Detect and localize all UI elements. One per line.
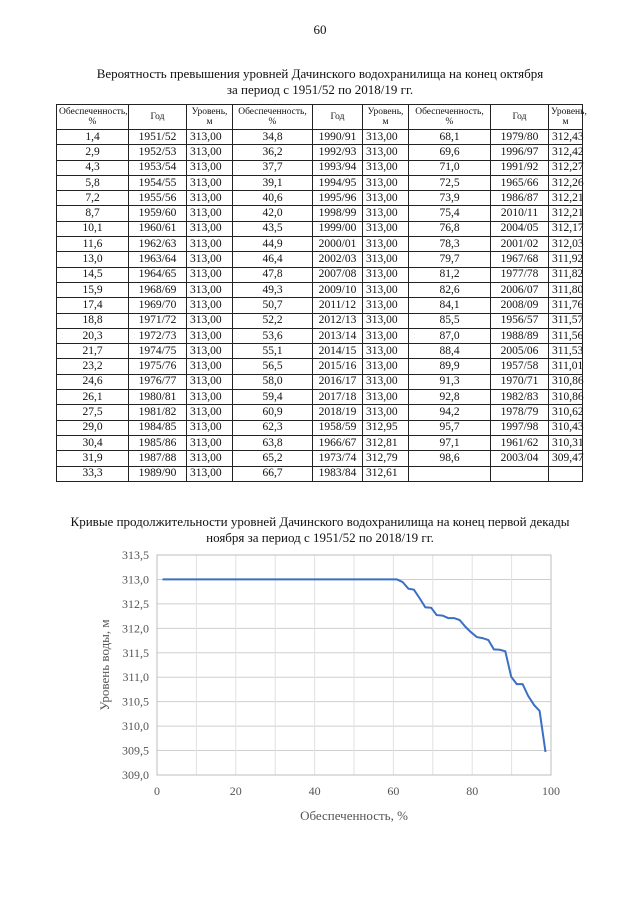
table-cell: 71,0 bbox=[409, 160, 491, 175]
table-row bbox=[57, 359, 583, 374]
table-cell: 313,00 bbox=[187, 466, 233, 481]
table-cell: 313,00 bbox=[363, 405, 409, 420]
table-cell: 312,26 bbox=[549, 175, 583, 190]
table-cell bbox=[409, 466, 491, 481]
table-cell: 313,00 bbox=[363, 221, 409, 236]
table-cell: 310,86 bbox=[549, 390, 583, 405]
table-cell: 1996/97 bbox=[491, 145, 549, 160]
table-cell: 55,1 bbox=[233, 344, 313, 359]
table-cell: 313,00 bbox=[187, 328, 233, 343]
header-cell: Обеспеченность, % bbox=[57, 105, 129, 130]
table-cell: 2017/18 bbox=[313, 390, 363, 405]
x-tick-label: 40 bbox=[308, 784, 321, 798]
table-cell: 312,27 bbox=[549, 160, 583, 175]
table-row bbox=[57, 328, 583, 343]
table-cell: 18,8 bbox=[57, 313, 129, 328]
table-cell: 1986/87 bbox=[491, 191, 549, 206]
table-cell: 313,00 bbox=[187, 313, 233, 328]
table-row bbox=[57, 145, 583, 160]
table-cell: 311,82 bbox=[549, 267, 583, 282]
table-cell: 56,5 bbox=[233, 359, 313, 374]
table-row bbox=[57, 313, 583, 328]
y-tick-label: 309,5 bbox=[122, 743, 149, 758]
table-cell: 1976/77 bbox=[129, 374, 187, 389]
table-row bbox=[57, 451, 583, 466]
table-cell: 88,4 bbox=[409, 344, 491, 359]
table-cell: 311,76 bbox=[549, 298, 583, 313]
table-cell: 311,53 bbox=[549, 344, 583, 359]
table-cell: 1981/82 bbox=[129, 405, 187, 420]
header-cell: Обеспеченность, % bbox=[233, 105, 313, 130]
table-cell: 2002/03 bbox=[313, 252, 363, 267]
y-tick-label: 309,0 bbox=[122, 768, 149, 782]
table-cell: 1972/73 bbox=[129, 328, 187, 343]
table-cell: 1960/61 bbox=[129, 221, 187, 236]
table-cell: 1959/60 bbox=[129, 206, 187, 221]
chart-title bbox=[40, 514, 600, 546]
table-cell: 8,7 bbox=[57, 206, 129, 221]
table-cell: 313,00 bbox=[363, 237, 409, 252]
table-cell: 7,2 bbox=[57, 191, 129, 206]
table-cell: 13,0 bbox=[57, 252, 129, 267]
page-number: 60 bbox=[313, 22, 327, 37]
table-cell: 313,00 bbox=[187, 420, 233, 435]
table-cell: 1979/80 bbox=[491, 130, 549, 145]
x-tick-label: 0 bbox=[154, 784, 160, 798]
table-cell: 37,7 bbox=[233, 160, 313, 175]
table-cell: 312,61 bbox=[363, 466, 409, 481]
table-cell: 1963/64 bbox=[129, 252, 187, 267]
table-row bbox=[57, 344, 583, 359]
table-cell: 1961/62 bbox=[491, 435, 549, 450]
chart-title-line-1: Кривые продолжительности уровней Дачинского водохранилища на конец первой декады bbox=[70, 514, 570, 529]
table-header-row bbox=[57, 105, 583, 130]
x-tick-label: 20 bbox=[229, 784, 242, 798]
table-cell: 1988/89 bbox=[491, 328, 549, 343]
table-cell: 313,00 bbox=[187, 175, 233, 190]
table-row bbox=[57, 206, 583, 221]
table-cell: 2,9 bbox=[57, 145, 129, 160]
table-cell: 1994/95 bbox=[313, 175, 363, 190]
table-cell: 1998/99 bbox=[313, 206, 363, 221]
table-cell bbox=[549, 466, 583, 481]
table-cell: 313,00 bbox=[187, 390, 233, 405]
table-cell: 97,1 bbox=[409, 435, 491, 450]
table-cell: 39,1 bbox=[233, 175, 313, 190]
table-cell: 11,6 bbox=[57, 237, 129, 252]
table-cell: 84,1 bbox=[409, 298, 491, 313]
table-cell: 1993/94 bbox=[313, 160, 363, 175]
y-tick-label: 312,0 bbox=[122, 621, 149, 636]
table-cell: 1954/55 bbox=[129, 175, 187, 190]
table-cell: 1958/59 bbox=[313, 420, 363, 435]
table-cell: 1977/78 bbox=[491, 267, 549, 282]
table-cell: 2009/10 bbox=[313, 282, 363, 297]
table-cell: 313,00 bbox=[363, 344, 409, 359]
header-cell: Год bbox=[491, 105, 549, 130]
table-cell: 313,00 bbox=[187, 451, 233, 466]
table-cell: 311,57 bbox=[549, 313, 583, 328]
table-cell: 15,9 bbox=[57, 282, 129, 297]
table-cell: 44,9 bbox=[233, 237, 313, 252]
header-cell: Год bbox=[313, 105, 363, 130]
table-cell: 1991/92 bbox=[491, 160, 549, 175]
table-cell: 311,92 bbox=[549, 252, 583, 267]
table-cell: 68,1 bbox=[409, 130, 491, 145]
table-cell: 313,00 bbox=[187, 237, 233, 252]
table-cell: 65,2 bbox=[233, 451, 313, 466]
table-cell: 313,00 bbox=[187, 267, 233, 282]
table-cell: 1982/83 bbox=[491, 390, 549, 405]
table-cell: 2013/14 bbox=[313, 328, 363, 343]
table-cell: 313,00 bbox=[363, 298, 409, 313]
table-cell: 23,2 bbox=[57, 359, 129, 374]
header-cell: Уровень, м bbox=[187, 105, 233, 130]
table-row bbox=[57, 252, 583, 267]
table-cell: 87,0 bbox=[409, 328, 491, 343]
table-cell: 313,00 bbox=[187, 206, 233, 221]
table-cell: 1983/84 bbox=[313, 466, 363, 481]
y-tick-label: 312,5 bbox=[122, 596, 149, 611]
table-cell: 312,21 bbox=[549, 191, 583, 206]
table-cell: 1990/91 bbox=[313, 130, 363, 145]
table-title bbox=[40, 66, 600, 98]
table-cell: 2014/15 bbox=[313, 344, 363, 359]
table-cell: 313,00 bbox=[363, 390, 409, 405]
table-cell: 313,00 bbox=[187, 145, 233, 160]
table-cell: 1962/63 bbox=[129, 237, 187, 252]
table-cell: 1973/74 bbox=[313, 451, 363, 466]
table-cell: 1995/96 bbox=[313, 191, 363, 206]
table-cell: 98,6 bbox=[409, 451, 491, 466]
y-axis-label: Уровень воды, м bbox=[97, 619, 112, 711]
table-cell: 46,4 bbox=[233, 252, 313, 267]
table-cell: 1985/86 bbox=[129, 435, 187, 450]
table-cell: 313,00 bbox=[363, 175, 409, 190]
table-cell: 1987/88 bbox=[129, 451, 187, 466]
table-cell: 1971/72 bbox=[129, 313, 187, 328]
table-body bbox=[57, 130, 583, 482]
table-cell: 313,00 bbox=[187, 405, 233, 420]
table-cell: 17,4 bbox=[57, 298, 129, 313]
table-cell: 82,6 bbox=[409, 282, 491, 297]
table-cell: 313,00 bbox=[187, 221, 233, 236]
table-cell: 2015/16 bbox=[313, 359, 363, 374]
table-cell: 310,62 bbox=[549, 405, 583, 420]
table-cell: 312,95 bbox=[363, 420, 409, 435]
table-cell: 313,00 bbox=[363, 359, 409, 374]
y-tick-label: 313,5 bbox=[122, 548, 149, 562]
y-tick-label: 311,0 bbox=[122, 670, 149, 685]
table-row bbox=[57, 267, 583, 282]
table-cell: 24,6 bbox=[57, 374, 129, 389]
table-cell: 5,8 bbox=[57, 175, 129, 190]
table-cell: 313,00 bbox=[363, 160, 409, 175]
table-cell: 1957/58 bbox=[491, 359, 549, 374]
table-cell: 40,6 bbox=[233, 191, 313, 206]
table-cell: 1953/54 bbox=[129, 160, 187, 175]
y-tick-label: 311,5 bbox=[122, 645, 149, 660]
table-cell: 313,00 bbox=[187, 298, 233, 313]
table-cell: 313,00 bbox=[187, 435, 233, 450]
table-cell: 20,3 bbox=[57, 328, 129, 343]
table-row bbox=[57, 130, 583, 145]
table-cell: 1970/71 bbox=[491, 374, 549, 389]
table-cell: 1997/98 bbox=[491, 420, 549, 435]
table-cell: 21,7 bbox=[57, 344, 129, 359]
table-cell: 89,9 bbox=[409, 359, 491, 374]
table-cell: 2007/08 bbox=[313, 267, 363, 282]
table-title-line-2: за период с 1951/52 по 2018/19 гг. bbox=[226, 82, 414, 97]
table-cell: 79,7 bbox=[409, 252, 491, 267]
table-cell: 2008/09 bbox=[491, 298, 549, 313]
table-row bbox=[57, 405, 583, 420]
table-cell: 313,00 bbox=[363, 145, 409, 160]
table-cell: 1966/67 bbox=[313, 435, 363, 450]
header-cell: Год bbox=[129, 105, 187, 130]
table-cell: 313,00 bbox=[363, 328, 409, 343]
table-cell: 2004/05 bbox=[491, 221, 549, 236]
table-cell: 26,1 bbox=[57, 390, 129, 405]
header-cell: Уровень, м bbox=[363, 105, 409, 130]
table-cell: 1956/57 bbox=[491, 313, 549, 328]
header-cell: Обеспеченность, % bbox=[409, 105, 491, 130]
table-cell: 313,00 bbox=[187, 359, 233, 374]
table-cell: 1974/75 bbox=[129, 344, 187, 359]
table-cell: 29,0 bbox=[57, 420, 129, 435]
table-cell: 43,5 bbox=[233, 221, 313, 236]
table-cell: 1969/70 bbox=[129, 298, 187, 313]
table-cell: 49,3 bbox=[233, 282, 313, 297]
table-cell: 1975/76 bbox=[129, 359, 187, 374]
table-cell: 27,5 bbox=[57, 405, 129, 420]
table-cell: 66,7 bbox=[233, 466, 313, 481]
table-cell: 2011/12 bbox=[313, 298, 363, 313]
x-axis-label: Обеспеченность, % bbox=[300, 808, 408, 823]
table-cell: 311,56 bbox=[549, 328, 583, 343]
table-cell: 53,6 bbox=[233, 328, 313, 343]
table-cell: 310,31 bbox=[549, 435, 583, 450]
table-cell: 312,79 bbox=[363, 451, 409, 466]
table-cell: 312,03 bbox=[549, 237, 583, 252]
probability-table bbox=[56, 104, 587, 482]
table-row bbox=[57, 390, 583, 405]
table-cell: 313,00 bbox=[187, 130, 233, 145]
header-cell: Уровень, м bbox=[549, 105, 583, 130]
table-cell: 312,43 bbox=[549, 130, 583, 145]
table-cell: 94,2 bbox=[409, 405, 491, 420]
table-cell: 52,2 bbox=[233, 313, 313, 328]
duration-curve-chart bbox=[95, 545, 575, 835]
table-cell: 313,00 bbox=[363, 130, 409, 145]
table-row bbox=[57, 282, 583, 297]
table-row bbox=[57, 237, 583, 252]
x-tick-label: 60 bbox=[387, 784, 400, 798]
table-cell bbox=[491, 466, 549, 481]
table-cell: 311,80 bbox=[549, 282, 583, 297]
table-cell: 313,00 bbox=[363, 267, 409, 282]
table-cell: 1989/90 bbox=[129, 466, 187, 481]
table-cell: 311,01 bbox=[549, 359, 583, 374]
table-row bbox=[57, 435, 583, 450]
table-cell: 2010/11 bbox=[491, 206, 549, 221]
x-tick-label: 100 bbox=[542, 784, 560, 798]
table-cell: 63,8 bbox=[233, 435, 313, 450]
table-cell: 85,5 bbox=[409, 313, 491, 328]
table-cell: 312,21 bbox=[549, 206, 583, 221]
table-row bbox=[57, 466, 583, 481]
table-cell: 1951/52 bbox=[129, 130, 187, 145]
table-cell: 33,3 bbox=[57, 466, 129, 481]
table-cell: 1955/56 bbox=[129, 191, 187, 206]
table-cell: 313,00 bbox=[187, 374, 233, 389]
table-cell: 310,86 bbox=[549, 374, 583, 389]
table-cell: 92,8 bbox=[409, 390, 491, 405]
table-cell: 91,3 bbox=[409, 374, 491, 389]
table-row bbox=[57, 191, 583, 206]
table-cell: 312,42 bbox=[549, 145, 583, 160]
table-cell: 69,6 bbox=[409, 145, 491, 160]
table-cell: 2012/13 bbox=[313, 313, 363, 328]
table-cell: 78,3 bbox=[409, 237, 491, 252]
table-cell: 313,00 bbox=[187, 191, 233, 206]
table-cell: 75,4 bbox=[409, 206, 491, 221]
table-row bbox=[57, 420, 583, 435]
table-cell: 312,81 bbox=[363, 435, 409, 450]
table-cell: 36,2 bbox=[233, 145, 313, 160]
table-cell: 2005/06 bbox=[491, 344, 549, 359]
table-cell: 62,3 bbox=[233, 420, 313, 435]
table-row bbox=[57, 175, 583, 190]
table-cell: 10,1 bbox=[57, 221, 129, 236]
table-cell: 76,8 bbox=[409, 221, 491, 236]
table-title-line-1: Вероятность превышения уровней Дачинского водохранилища на конец октября bbox=[96, 66, 544, 81]
table-cell: 81,2 bbox=[409, 267, 491, 282]
table-row bbox=[57, 374, 583, 389]
table-cell: 59,4 bbox=[233, 390, 313, 405]
table-cell: 42,0 bbox=[233, 206, 313, 221]
table-cell: 310,43 bbox=[549, 420, 583, 435]
table-cell: 2001/02 bbox=[491, 237, 549, 252]
table-cell: 312,17 bbox=[549, 221, 583, 236]
y-tick-label: 310,0 bbox=[122, 719, 149, 734]
table-cell: 1964/65 bbox=[129, 267, 187, 282]
table-cell: 31,9 bbox=[57, 451, 129, 466]
x-tick-label: 80 bbox=[466, 784, 479, 798]
table-cell: 30,4 bbox=[57, 435, 129, 450]
chart-title-line-2: ноября за период с 1951/52 по 2018/19 гг. bbox=[206, 530, 434, 545]
table-cell: 2003/04 bbox=[491, 451, 549, 466]
table-cell: 1984/85 bbox=[129, 420, 187, 435]
table-cell: 73,9 bbox=[409, 191, 491, 206]
table-cell: 58,0 bbox=[233, 374, 313, 389]
table-cell: 4,3 bbox=[57, 160, 129, 175]
table-cell: 2000/01 bbox=[313, 237, 363, 252]
table-cell: 50,7 bbox=[233, 298, 313, 313]
table-cell: 2016/17 bbox=[313, 374, 363, 389]
table-cell: 14,5 bbox=[57, 267, 129, 282]
table-row bbox=[57, 160, 583, 175]
table-cell: 95,7 bbox=[409, 420, 491, 435]
table-cell: 313,00 bbox=[363, 191, 409, 206]
table-cell: 313,00 bbox=[187, 344, 233, 359]
table-cell: 72,5 bbox=[409, 175, 491, 190]
table-cell: 1978/79 bbox=[491, 405, 549, 420]
table-cell: 313,00 bbox=[363, 374, 409, 389]
table-cell: 313,00 bbox=[363, 206, 409, 221]
table-cell: 309,47 bbox=[549, 451, 583, 466]
table-cell: 313,00 bbox=[363, 252, 409, 267]
y-tick-label: 313,0 bbox=[122, 572, 149, 587]
table-row bbox=[57, 221, 583, 236]
table-cell: 1952/53 bbox=[129, 145, 187, 160]
table-cell: 313,00 bbox=[187, 160, 233, 175]
table-cell: 313,00 bbox=[187, 282, 233, 297]
table-cell: 1999/00 bbox=[313, 221, 363, 236]
table-cell: 2006/07 bbox=[491, 282, 549, 297]
table-cell: 60,9 bbox=[233, 405, 313, 420]
table-row bbox=[57, 298, 583, 313]
table-cell: 313,00 bbox=[363, 313, 409, 328]
table-cell: 313,00 bbox=[363, 282, 409, 297]
table-cell: 34,8 bbox=[233, 130, 313, 145]
table-cell: 313,00 bbox=[187, 252, 233, 267]
table-cell: 1965/66 bbox=[491, 175, 549, 190]
table-cell: 1,4 bbox=[57, 130, 129, 145]
table-cell: 47,8 bbox=[233, 267, 313, 282]
table-cell: 1968/69 bbox=[129, 282, 187, 297]
table-cell: 1967/68 bbox=[491, 252, 549, 267]
y-tick-label: 310,5 bbox=[122, 694, 149, 709]
table-cell: 2018/19 bbox=[313, 405, 363, 420]
table-cell: 1980/81 bbox=[129, 390, 187, 405]
table-cell: 1992/93 bbox=[313, 145, 363, 160]
